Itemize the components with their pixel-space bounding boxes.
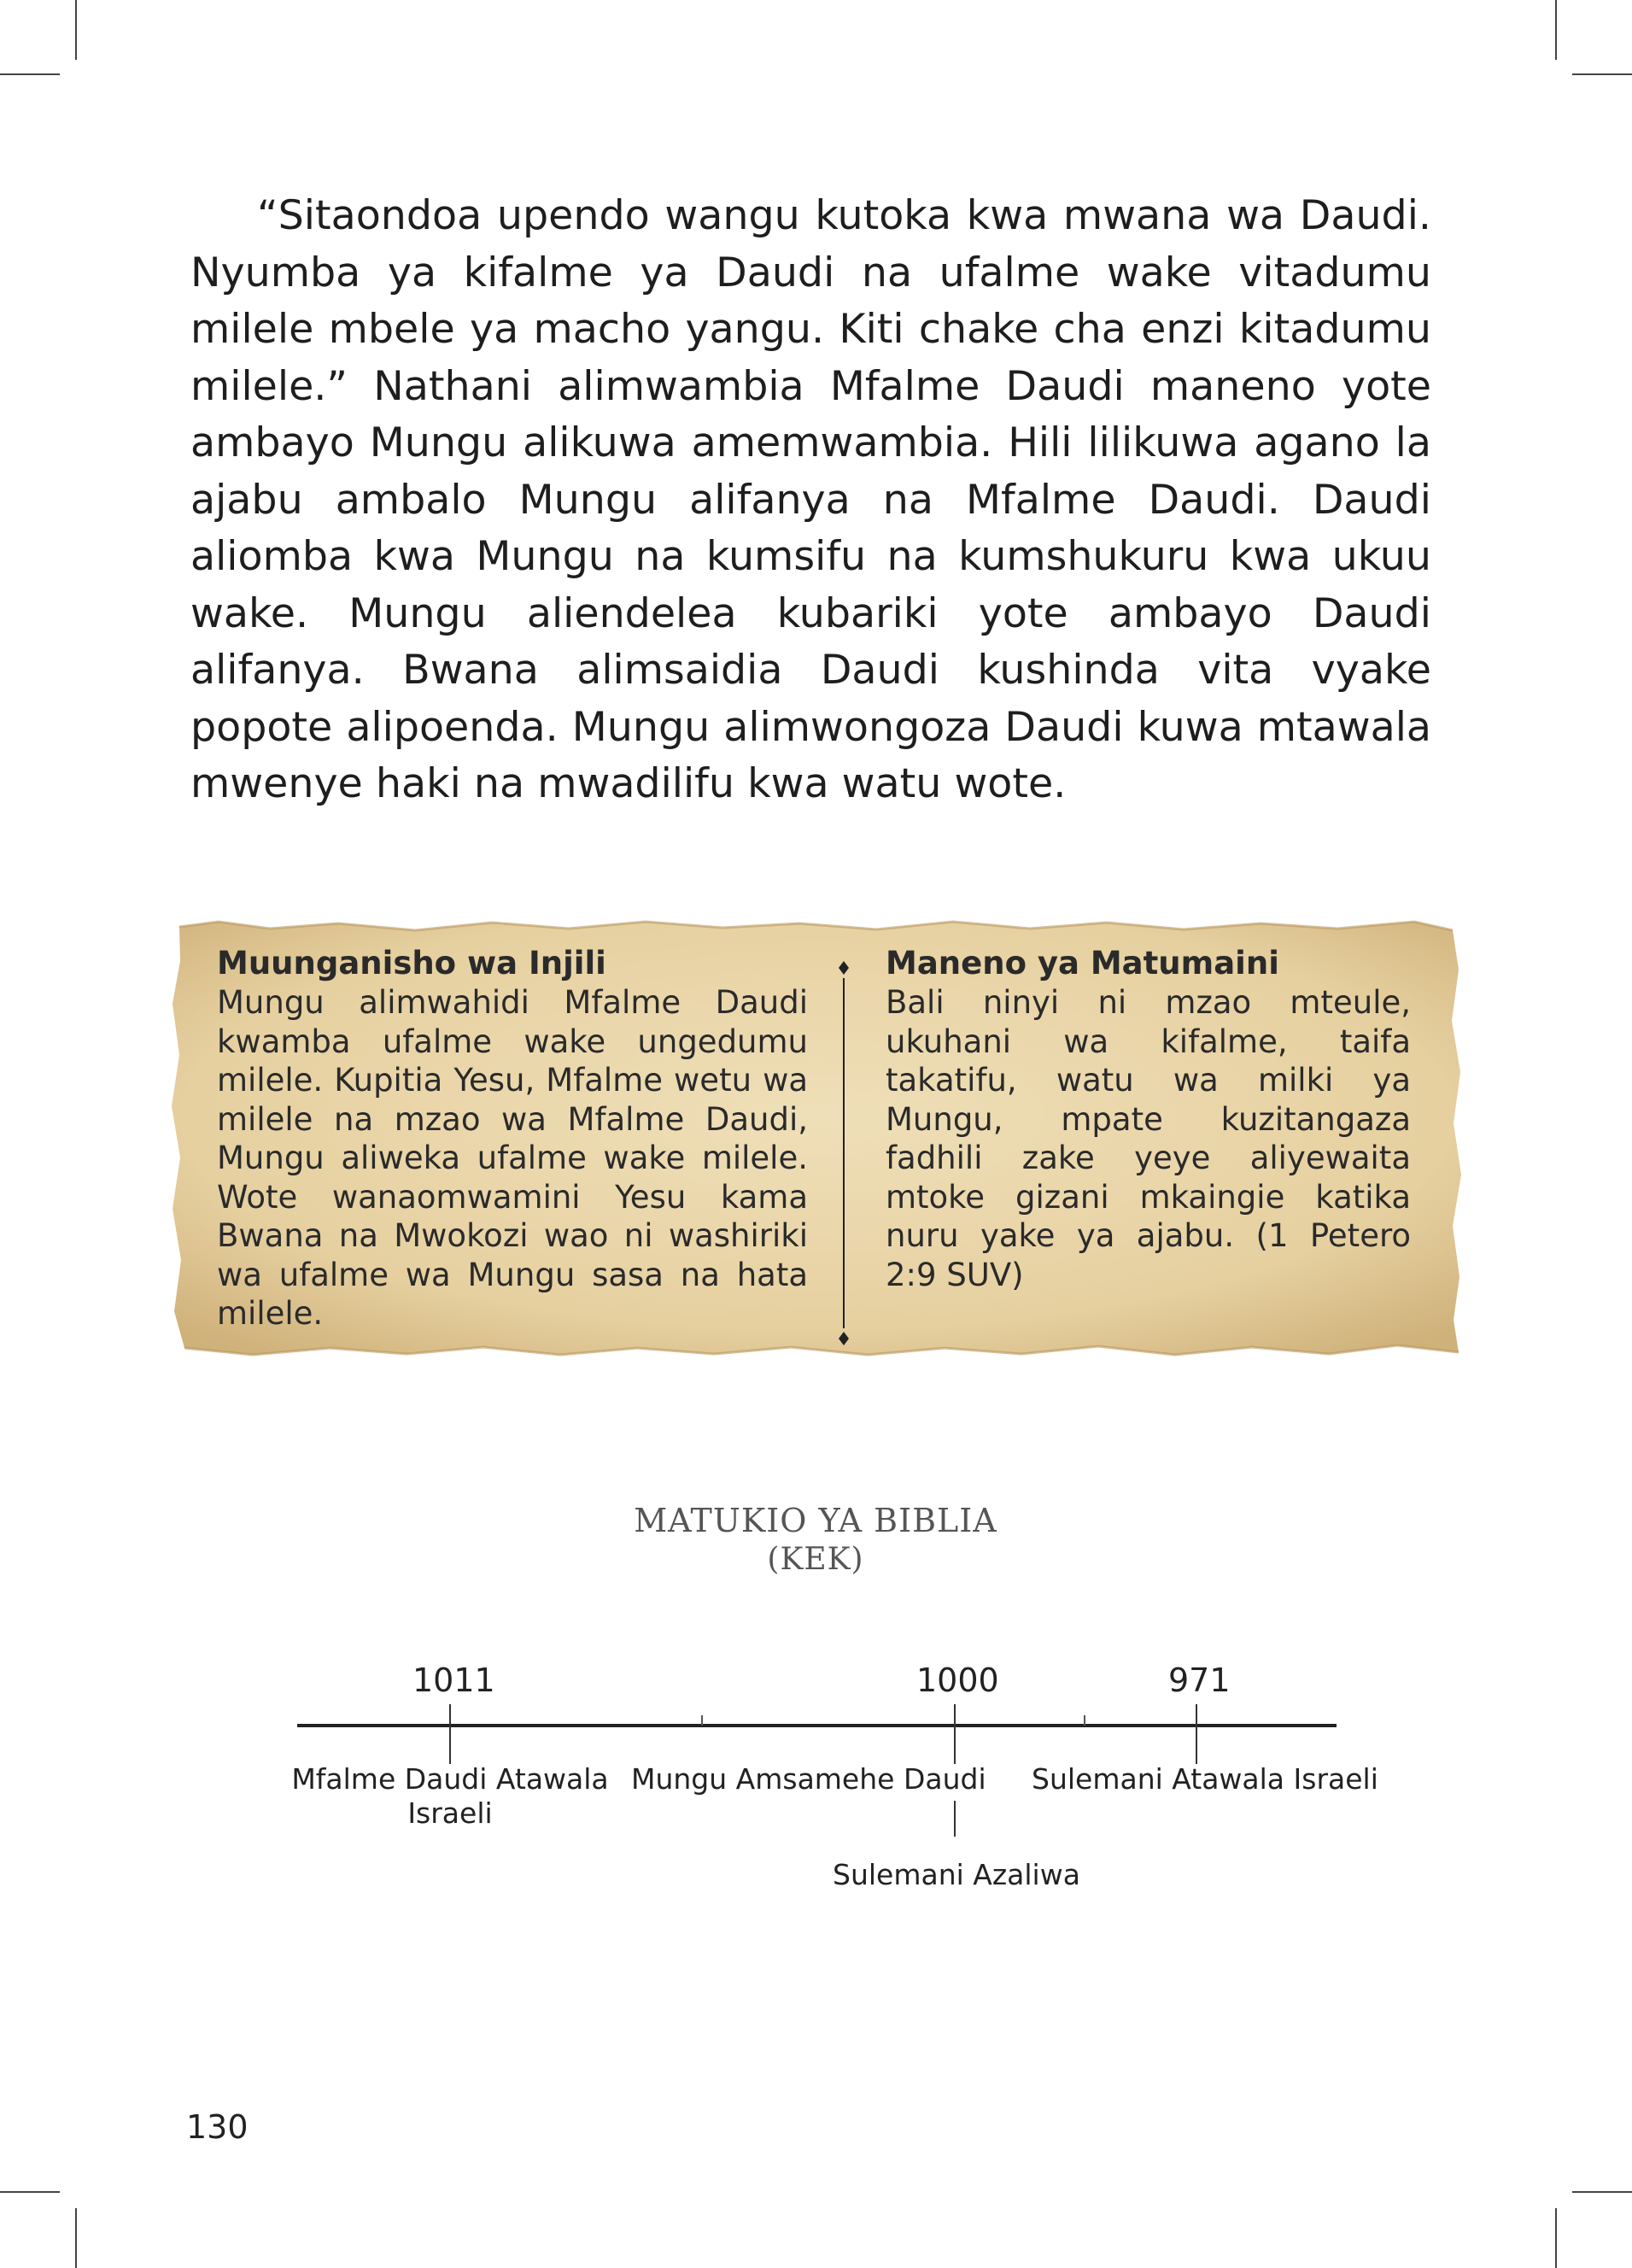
event-label-line: Israeli bbox=[407, 1796, 493, 1830]
info-box bbox=[167, 918, 1465, 1358]
gospel-connection-heading: Muunganisho wa Injili bbox=[217, 945, 606, 982]
timeline-year-1000: 1000 bbox=[916, 1661, 999, 1699]
timeline-title: MATUKIO YA BIBLIA bbox=[634, 1502, 997, 1539]
crop-mark bbox=[1555, 0, 1557, 60]
words-of-hope-heading: Maneno ya Matumaini bbox=[886, 945, 1279, 982]
crop-mark bbox=[1572, 73, 1632, 75]
crop-mark bbox=[1572, 2191, 1632, 2193]
timeline-subtitle: (KEK) bbox=[767, 1542, 864, 1577]
crop-mark bbox=[1555, 2208, 1557, 2268]
timeline-year-971: 971 bbox=[1168, 1661, 1231, 1699]
words-of-hope-text: Bali ninyi ni mzao mteule, ukuhani wa kifalme, taifa takatifu, watu wa milki ya Mungu, mpate kuzitangaza fadhili zake yeye aliyewaita mtoke gizani mkaingie katika nuru yake ya ajabu. (1 Petero 2:9 SUV) bbox=[886, 984, 1411, 1293]
timeline-event-label: Mungu Amsamehe Daudi bbox=[631, 1762, 986, 1796]
page-number: 130 bbox=[186, 2108, 249, 2146]
event-label-line: Mfalme Daudi Atawala bbox=[291, 1762, 609, 1796]
gospel-connection-column bbox=[217, 944, 808, 1333]
crop-mark bbox=[75, 0, 77, 60]
timeline-year-1011: 1011 bbox=[412, 1661, 495, 1699]
column-divider bbox=[837, 961, 851, 1345]
crop-mark bbox=[0, 73, 60, 75]
gospel-connection-text: Mungu alimwahidi Mfalme Daudi kwamba ufalme wake ungedumu milele. Kupitia Yesu, Mfalme wetu wa milele na mzao wa Mfalme Daudi, Mungu aliweka ufalme wake milele. Wote wanaomwamini Yesu kama Bwana na Mwokozi wao ni washiriki wa ufalme wa Mungu sasa na hata milele. bbox=[217, 984, 808, 1332]
timeline-event-label bbox=[289, 1762, 611, 1831]
words-of-hope-column bbox=[886, 944, 1411, 1294]
timeline-event-label: Sulemani Azaliwa bbox=[833, 1858, 1080, 1891]
body-paragraph: “Sitaondoa upendo wangu kutoka kwa mwana wa Daudi. Nyumba ya kifalme ya Daudi na ufalme wake vitadumu milele mbele ya macho yangu. Kiti chake cha enzi kitadumu milele.” Nathani alimwambia Mfalme Daudi maneno yote ambayo Mungu alikuwa amemwambia. Hili lilikuwa agano la ajabu ambalo Mungu alifanya na Mfalme Daudi. Daudi aliomba kwa Mungu na kumsifu na kumshukuru kwa ukuu wake. Mungu aliendelea kubariki yote ambayo Daudi alifanya. Bwana alimsaidia Daudi kushinda vita vyake popote alipoenda. Mungu alimwongoza Daudi kuwa mtawala mwenye haki na mwadilifu kwa watu wote. bbox=[190, 192, 1431, 807]
crop-mark bbox=[0, 2191, 60, 2193]
timeline-event-label: Sulemani Atawala Israeli bbox=[1032, 1762, 1378, 1796]
timeline-heading bbox=[512, 1499, 1119, 1578]
crop-mark bbox=[75, 2208, 77, 2268]
